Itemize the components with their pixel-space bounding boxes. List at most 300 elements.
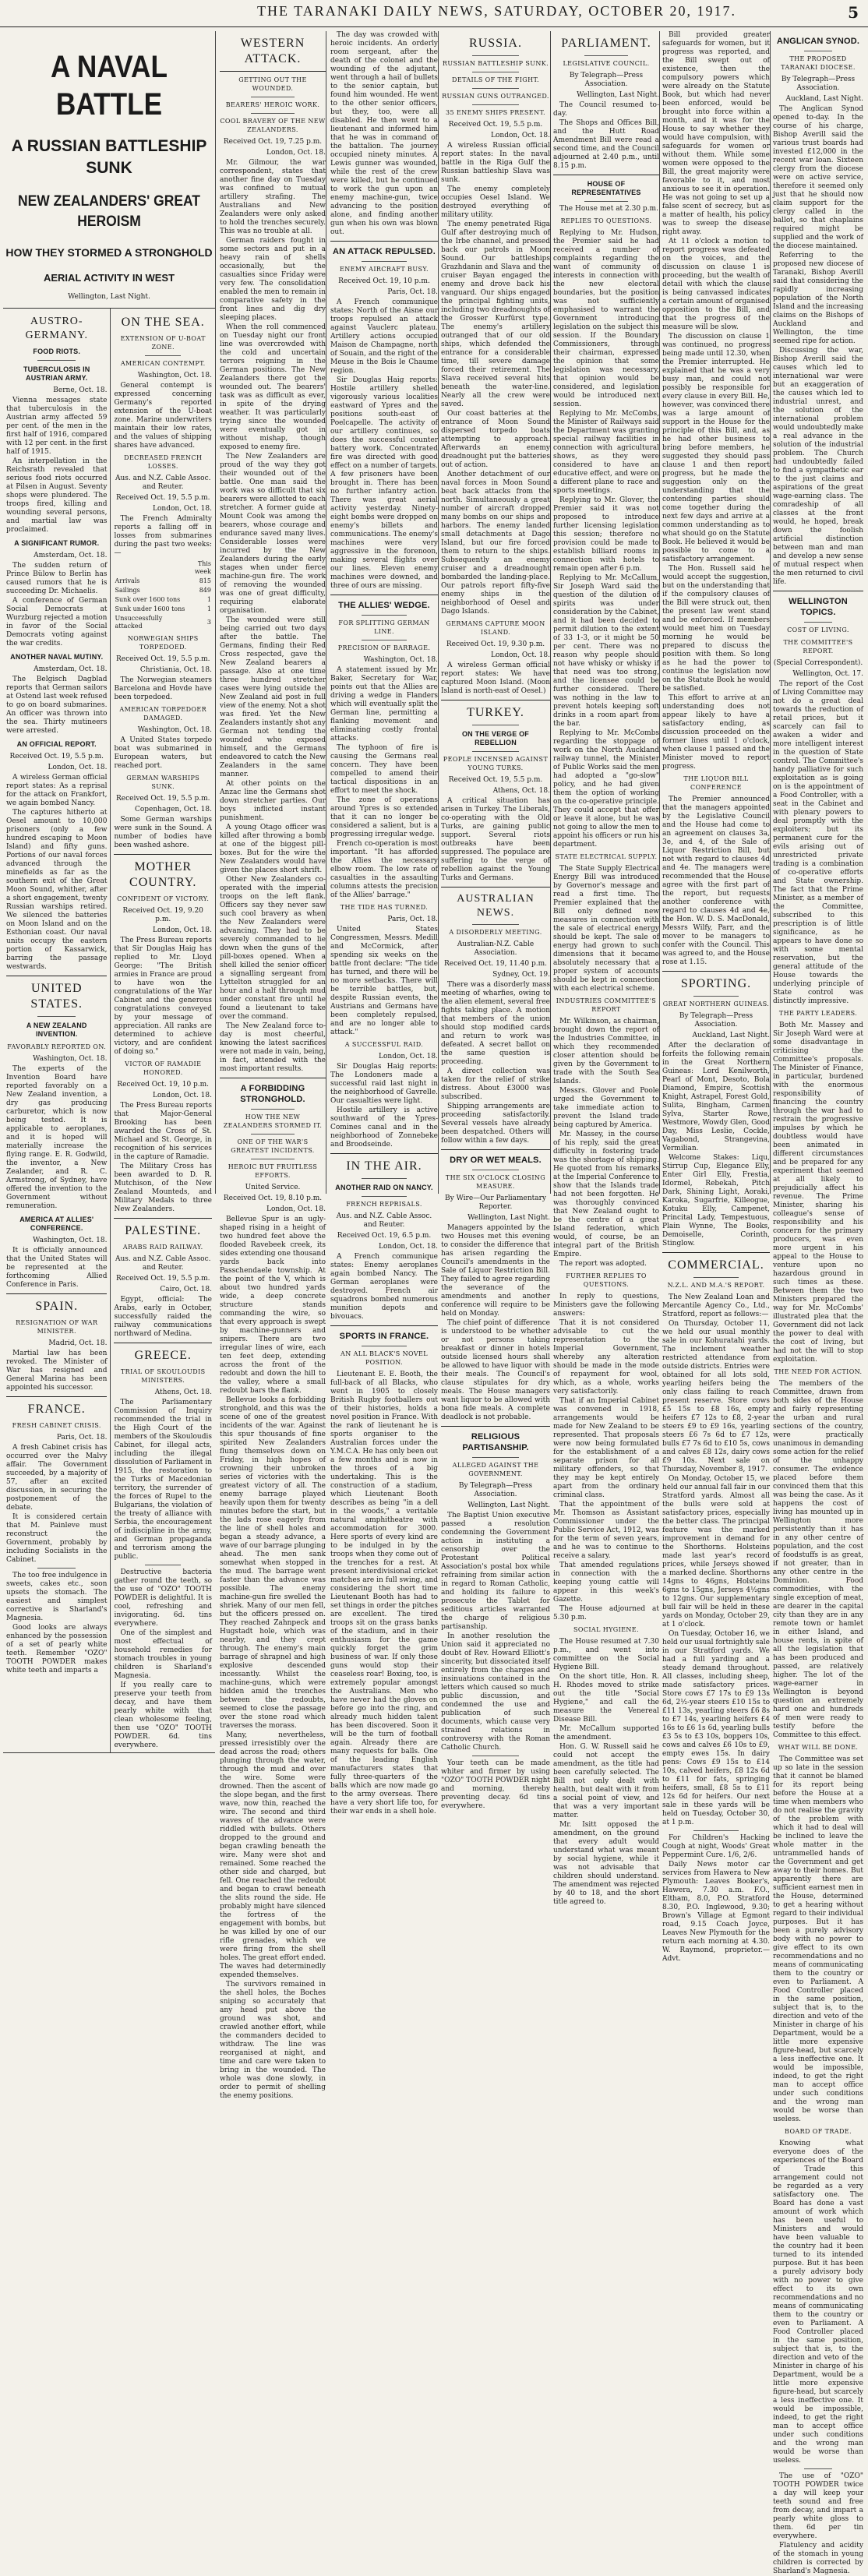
headline-stronghold: HOW THEY STORMED A STRONGHOLD [5,246,213,259]
paragraph: Bellevue looks a forbidding stronghold, and this was the scene of one of the greatest incidents of the war. Against this spur thousands of fine spirited New Zealanders flung themselves down on Friday, in high hopes of crowning their unbroken series of victories with the greatest victory of all. The enemy barrage played heavily upon them for twenty minutes before the start, but the lads rose eagerly from the line of shell holes and began a steady advance, a wave of our barrage plunging ahead. The men sank somewhat when stopped in the mud. The barrage went faster than the advance was possible. The enemy machine-gun fire swelled the shriek. Many of our men fell, but the officers pressed on. They reached Zahnpeck and Hugstadt hole, which was nearby, and they crept through. The enemy's main barrage of shrapnel and high explosive descended incessantly. Whilst the machine-guns, which were hidden amid the trenches between the redoubts, seemed to close the passage over the stone road which traverses the morass. [220,1396,326,1730]
paragraph: Other New Zealanders co-operated with the imperial troops on the left flank. Officers say they never saw such cool bravery as when the New Zealanders were advancing. They had to be severely commanded to lie down when the guns of the pill-boxes opened. When a shell killed the senior officer a signalling sergeant from Lyttelton struggled for an hour and a half through mud under constant fire until he found a lieutenant to take over the command. [220,876,326,1021]
paragraph: Mr. Massey, in the course of his reply, said the great difficulty in fostering trade was the shortage of shipping. He quoted from his remarks at the Imperial Conference to show that the Islands trade had not been forgotten. He was thoroughly convinced that New Zealand ought to be the centre of a great Island federation, which would, of course, be an integral part of the British Empire. [553,1131,659,1258]
paragraph: That amended regulations in connection with the keeping young cattle will appear in this week's Gazette. [553,1561,659,1604]
subheading: A SUCCESSFUL RAID. [344,1041,424,1048]
subheading: ARABS RAID RAILWAY. [122,1244,203,1251]
paragraph: The Committee was set up so late in the session that it cannot be blamed for its report being before the House at a time when members who do not realise the gravity of the problem with which it had to deal will be inclined to leave the whole matter in the untrammelled hands of the Government and get away to their homes. But apparently there are sufficient earnest men in the House, determined to get a hearing without regard to their individual purposes. But it has been a purely advisory body with no power to give effect to its own recommendations and no means of communicating them to the country or even to Parliament. A Food Controller placed in the same position, subject that is, to the direction and veto of the Minister in charge of his Department, would be a little more expensive figure-head, but scarcely a less ineffective one. It would be impossible, indeed, to get the right man to accept office under such conditions and the wrong man would be worse than useless. [773,1756,863,2123]
table-row [114,595,212,605]
paragraph: The wounded were still being carried out two days after the battle. The Germans, finding their Red Cross respected, gave the New Zealand bearers a passage. Also at one time three hundred stretcher cases were lying outside the New Zealand aid post in full view of the enemy. Not a shot was fired. Yet the New Zealanders instantly shot any German not tending the wounded who exposed himself, and the Germans endeavored to catch the New Zealanders in the same manner. [220,616,326,778]
paragraph: Vienna messages state that tuberculosis in the Austrian army affected 59 per cent. of the men in the first half of 1916, compared with 12 per cent. in the first half of 1915. [6,397,108,456]
divider [220,71,326,72]
paragraph: A young Otago officer was killed after throwing a bomb at one of the biggest pill-boxes. But for the wire the New Zealanders would have given the places short shrift. [220,824,326,874]
paragraph: After the declaration of forfeits the following remain in the Great Northern Guineas: Lord Kenilworth, Pearl of Mont, Desoto, Bola Diamond, Empire, Scottish Knight, Astrapel, Forest Gold, Sulita, Bingham, Carmen Sylva, Starter Rowe, Westmore, Wowdy Glen, Good Day, Miss Leslie, Cockle, Vagabond, Strangevina, Vermilian. [662,1042,770,1152]
dateline: Wellington, Last Night. [468,1501,550,1509]
paragraph: A wireless Russian official report states: In the naval battle in the Riga Gulf the Russian battleship Slava was sunk. [441,142,550,184]
subheading: REPLIES TO QUESTIONS. [560,217,652,224]
table-cell-value: 3 [206,619,211,626]
section-spain: SPAIN. [35,1300,79,1313]
subheading: NORWEGIAN SHIPS TORPEDOED. [127,635,199,651]
paragraph: Egypt, official: The Arabs, early in October, successfully raided the railway communications northward of Medina. [114,1296,212,1338]
section-commercial: COMMERCIAL. [668,1258,764,1272]
subheading: RUSSIAN BATTLESHIP SUNK. [442,60,549,67]
article-body [773,2140,863,2465]
subheading: THE PARTY LEADERS. [778,1010,858,1017]
advertisement: The use of "OZO" TOOTH POWDER twice a day will keep your teeth sound and free from decay, and impart a pearly white gloss to them. 6d per tin everywhere. [773,2472,863,2540]
subheading: COST OF LIVING. [787,626,849,633]
subheading: AMERICAN TORPEDOER DAMAGED. [119,706,207,722]
heading-sports-france: SPORTS IN FRANCE. [339,1332,429,1341]
subheading: GERMANS CAPTURE MOON ISLAND. [446,620,545,636]
dateline: Auckland, Last Night. [785,95,863,103]
subheading: ENEMY AIRCRAFT BUSY. [340,266,429,273]
dateline: London, Oct. 18. [153,1092,212,1099]
dateline: Christiania, Oct. 18. [139,666,212,674]
paragraph: Sir Douglas Haig reports: Hostile artillery shelled vigorously various localities eastward of Ypres and the positions south-east of Poelcapelle. The activity of our artillery continues, so does the successful counter battery work. Concentrated fire was directed with good effect on a number of targets. A few prisoners have been brought in. There has been no further infantry action. There was great aerial activity yesterday. Ninety-eight bombs were dropped on enemy's billets and communications. The enemy's machines were very aggressive in the forenoon, making several flights over our lines. Eleven enemy machines were downed, and three of ours are missing. [330,376,438,590]
subheading: DETAILS OF THE FIGHT. [452,76,539,83]
dateline: London, Oct. 18. [153,926,212,934]
divider [114,854,212,855]
dateline: Wellington, Last Night. [68,293,150,301]
advertisement: Flatulency and acidity of the stomach in young children is corrected by Sharland's Magnesia. [773,2542,863,2575]
paragraph: The Press Bureau reports that Major-General Brooking has been awarded the Cross of St. Michael and St. George, in recognition of his services in the capture of Ramadie. [114,1102,212,1161]
paragraph: Mr. Isitt opposed the amendment, on the ground that every adult would understand what was meant by social hygiene, while it was not advisable that children should understand. The amendment was rejected by 40 to 18, and the short title agreed to. [553,1821,659,1906]
subheading: BOARD OF TRADE. [785,2128,852,2135]
divider [362,1196,407,1197]
table-cell-label: Sailings [115,587,140,594]
subcolumn-left [3,309,111,1752]
paragraph: On Thursday, October 11, we held our usual monthly sale in our Kohuratahi yards. The inclement weather restricted attendance from outside districts. Entries were obtained for all lots sold, yearling heifers being the only class failing to reach present reserve. Store cows £5 15s to £8 16s, empty heifers £7 12s to £8, 2-year steers £9 to £9 16s, yearling steers £6 7s 6d to £7 12s, bulls £7 7s 6d to £10 5s, cows and calves £8 12s, dairy cows £9 10s. Next sale on Thursday, November 8, 1917. [662,1320,770,1473]
section-parliament: PARLIAMENT. [561,37,651,50]
paragraph: Shipping arrangements are proceeding satisfactorily. Several vessels have already been despatched. Others will follow within a few days. [441,1103,550,1145]
dateline: Wellington, Last Night. [468,1214,550,1222]
section-russia: RUSSIA. [469,37,522,50]
column-6 [662,31,771,1963]
divider [37,1016,76,1017]
paragraph: The enemy penetrated Riga Gulf after destroying much of the Irbe channel, and pressed back our patrols in Moon Sound. Our battleships Grazhdanin and Slava and the cruiser Bayan engaged the enemy and drove back his vanguard. Our ships engaged the principal fighting units, including two dreadnoughts of the Grosser Kurfürst type. The enemy's artillery outranged that of our old ships, which defended the entrance for a considerable time, till severe damage forced their retirement. The Slava received several hits beneath the water-line. Nearly all the crew were saved. [441,221,550,408]
paragraph: Replying to Mr. Hudson, the Premier said he had received a number of complaints regarding the want of community of interests in connection with the new electoral boundaries, but the position was not sufficiently emphasised to warrant the Government introducing legislation on the subject this session. If the Boundary Commissioners, through their chairman, expressed the opinion that some legislation was necessary, that opinion would be considered, and legislation would be introduced next session. [553,229,659,408]
dateline: London, Oct. 18. [266,1205,326,1213]
paragraph: Mr. Gilmour, the war correspondent, states that another fine day on Tuesday was confined to mutual artillery strafing. The Australians and New Zealanders were only asked to hold the trenches securely. This was no trouble at all. [220,159,326,235]
dateline: Amsterdam, Oct. 18. [34,552,108,559]
subheading: VICTOR OF RAMADIE HONORED. [125,1060,202,1076]
source-line: By Telegraph—Press Association. [781,76,856,92]
paragraph: Discussing the war, Bishop Averill said the causes which led to international war were but an exaggeration of the causes which led to industrial unrest, and the solution of the international problem would undoubtedly make a real advance in the solution of the industrial problem. The Church had undoubtedly failed to find a sympathetic ear to the just claims and aspirations of the great wage-earning class. The comradeship of all classes at the front would, he hoped, break down the foolish artificial distinction between man and man and develop a new sense of mutual respect when the men returned to civil life. [773,347,863,586]
divider [330,1325,438,1326]
divider [584,201,628,202]
subheading: THE LIQUOR BILL CONFERENCE [683,775,749,791]
article-body [553,229,659,849]
subheading: THE SIX O'CLOCK CLOSING MEASURE. [445,1174,546,1190]
divider [441,1149,550,1150]
heading-rebellion: ON THE VERGE OF REBELLION [461,730,529,746]
subheading: AMERICAN CONTEMPT. [120,360,206,367]
divider [472,55,519,56]
subheading: BEARERS' HEROIC WORK. [225,101,320,108]
table-cell-value: 849 [199,587,211,594]
dateline: Paris, Oct. 18. [56,1434,108,1442]
paragraph: The report of the Cost of Living Committee may not do a great deal towards the reduction of retail prices, but it scarcely can fail to awaken a wider and more intelligent interest in the question of State control. The Committee's handy palliative for such exploitation as is going on is the appointment of a Food Controller, with a seat in the Cabinet and with plenary powers to deal promptly with the exploiters; but its permanent cure for the evils arising out of unrestricted private trading is a combination of co-operative efforts and State ownership. The fact that the Prime Minister, as a member of the Committee, subscribed to this prescription is of little significance, as he appears to have done so with some mental reservation, but the general attitude of the House towards the underlying principle of State control was distinctly impressive. [773,680,863,1005]
source-line: (Special Correspondent). [773,659,863,667]
paragraph: The Belgisch Dagblad reports that German sailors at Ostend last week refused to go on board submarines. An officer was thrown into the sea. Thirty mutineers were arrested. [6,676,108,735]
article-body [220,159,326,1074]
paragraph: Both Mr. Massey and Sir Joseph Ward were at some disadvantage in criticising the Committee's proposals. The Minister of Finance, in particular, burdened with the enormous responsibility of financing the country through the war had to restrain the progressive impulses by which he doubtless would have been animated in different circumstances and be prepared for any experiment that seemed at all likely to prejudicially affect his revenue. The Prime Minister, sharing his colleague's sense of responsibility and his concern for the primary producers, was even more urgent in his appeal to the House to venture upon no hazardous ground in such times as these. Between them the two Ministers prepared the way for Mr. McCombs' illustrated plea that the Government did not lack the power to deal with the cost of living, but had not the will to stop exploitation. [773,1022,863,1364]
divider [662,971,770,972]
section-france: FRANCE. [27,1403,86,1416]
column-4 [441,31,551,1810]
paragraph: The New Zealand Loan and Mercantile Agency Co., Ltd., Stratford, report as follows:— [662,1293,770,1318]
paragraph: The experts of the Invention Board have reported favorably on a New Zealand invention, a dry gas producing carburetor, which is now being tested. It is applicable to aeroplanes, and it is hoped will materially increase the flying range. E. R. Godwild, the inventor, a New Zealander, and R. C. Armstrong, of Sydney, have offered the invention to the Government without remuneration. [6,1065,108,1210]
paragraph: The Premier announced that the managers appointed by the Legislative Council and the House had come to an agreement on clauses 3a, 3e, and 4, of the Sale of Liquor Restriction Bill, but not with regard to clauses 4d and 4e. The managers were recommended that the House agree with the first part of the report, but requests another conference with regard to clauses 4d and 4e, the Hon. W. D. S. MacDonald, Messrs Wilfy, Parr, and the mover to be managers to confer with the Council. This was agreed to, and the House rose at 1.15. [662,796,770,966]
dateline: Washington, Oct. 18. [33,1237,108,1244]
heading-wellington-topics: WELLINGTON TOPICS. [789,597,848,617]
dateline: London, Oct. 18. [153,505,212,513]
advertisement: One of the simplest and most effectual of household remedies for stomach troubles in young children is Sharland's Magnesia. [114,1629,212,1680]
advertisement: If you really care to preserve your teeth from decay, and have them pearly white with that clean wholesome feeling, then use "OZO" TOOTH POWDER. 6d. tins everywhere. [114,1681,212,1749]
received-line: Received Oct. 19, 5.5 p.m. [448,776,543,784]
article-body [773,1380,863,1740]
paragraph: A United States torpedo boat was submarined in European waters, but reached port. [114,736,212,770]
paragraph: The Hon. Russell said he would accept the suggestion, but on the understanding that if the compulsory clauses of the Bill were struck out, then the present law went stand and be enforced. If members would meet him on Tuesday morning he would be prepared to discuss the position with them. So long as he had the power to continue the legislation now on the Statute Book he would be satisfied. [662,565,770,693]
subheading: INDUSTRIES COMMITTEE'S REPORT [556,997,657,1013]
shipping-table [114,559,212,631]
heading-religious-partisanship: RELIGIOUS PARTISANSHIP. [462,1432,529,1452]
paragraph: A critical situation has arisen in Turkey. The Liberals, co-operating with the Old Turks, are gaining public support. Several riots outbreaks have been suppressed. The populace are suffering to the verge of rebellion against the Young Turks and Germans. [441,797,550,882]
paragraph: On the short title, Hon. R. H. Rhodes moved to strike out the title "Social Hygiene," and call the measure the Venereal Disease Bill. [553,1673,659,1724]
article-body [220,1216,326,2101]
column-3 [330,31,439,1816]
section-austro-germany: AUSTRO-GERMANY. [25,316,88,341]
dateline: Athens, Oct. 18. [492,787,550,795]
table-cell-label: Arrivals [115,577,140,584]
paragraph: The day was crowded with heroic incidents. An orderly room sergeant, after the death of the colonel and the wounding of the adjutant, went through a hail of bullets to the senior captain, but found him wounded. He went to the other senior officers, but they, too, were all disabled. He then went to a lieutenant and informed him that he was in command of the battalion. The journey occupied ninety minutes. A Lewis gunner was wounded, while the rest of the crew were killed, but he continued to work the gun upon an enemy machine-gun, twice advancing to the position alone, and finding another gun when his own was blown out. [330,31,438,236]
article-body [662,1320,770,1827]
subheading: ONE OF THE WAR'S GREATEST INCIDENTS. [231,1138,315,1154]
dateline: Paris, Oct. 18. [387,916,438,923]
section-palestine: PALESTINE. [125,1224,202,1237]
paragraph: General contempt is expressed concerning Germany's reported extension of the U-boat zone. Marine underwriters maintain their low rates, and the values of shipping shares have advanced. [114,382,212,450]
paragraph: United States Congressmen, Messrs. Medill and McCormick, after spending six weeks on the battle front declare: "The tide has turned, and there will be no more setbacks. There will be terrible battles, but, despite Russian events, the Austrians and Germans have been completely repulsed, and are no longer able to attack." [330,926,438,1036]
received-line: Received Oct. 19, 6.5 p.m. [337,1232,432,1240]
article-body [773,105,863,587]
divider [362,1178,407,1179]
dateline: Wellington, Last Night. [577,91,659,99]
source-line: Australian-N.Z. Cable Association. [457,940,535,957]
paragraph: Messrs. Glover and Poole urged the Government to take immediate action to prevent the Island trade being captured by America. [553,1087,659,1129]
divider [804,2468,832,2469]
page-number: 5 [848,3,859,22]
source-line: United Service. [245,1184,301,1191]
table-cell-label: Sunk under 1600 tons [115,605,185,612]
paragraph: It is officially announced that the United States will be represented at the forthcoming Allied Conference in Paris. [6,1247,108,1289]
paragraph: A wireless German official report states: As a reprisal for the attack on Frankfort, we again bombed Nancy. [6,774,108,807]
paragraph: The Military Cross has been awarded to D. R. Mutchison, of the New Zealand Mounteds, and Military Medals to three New Zealanders. [114,1163,212,1213]
paragraph: The members of the Committee, drawn from both sides of the House and fairly representing the urban and rural sections of the country, were practically unanimous in demanding some action for the relief of the unhappy consumer. The evidence placed before them convinced them that this was being the case. As it happens the cost of living has mounted up in Wellington more persistently than it has in any other centre of population, and the cost of foodstuffs is as great, if not greater, than in any other centre in the Dominion. Food commodities, with the single exception of meat, are dearer in the capital city than they are in any remote town or hamlet in either Island, and house rents, in spite of all the legislation that has been produced and passed, are relatively higher. The lot of the wage-earner in Wellington is beyond question an extremely hard one and hundreds of men were ready to testify before the Committee to this effect. [773,1380,863,1739]
received-line: Received Oct. 19, 10 p.m. [117,1081,210,1089]
subheading: A DISORDERLY MEETING. [449,929,542,936]
heading-dry-or-wet-meals: DRY OR WET MEALS. [450,1156,542,1165]
paragraph: The New Zealand force to-day is most cheerful, knowing the latest sacrifices were not made in vain, being, in fact, attended with the most important results. [220,1022,326,1073]
subheading: N.Z.L. AND M.A.'S REPORT. [667,1282,765,1289]
paragraph: Welcome Stakes: Liqu, Stirrup Cup, Elegance Elly, Enter Girl Elly, Frestia, Idormel, Rebekah, Pitch Dark, Shining Light, Aoraki, Karoka, Sugarfrie, Killeogue, Kotuku Elly, Campenet, Princital Lady, Tempestuous, Plain Wynne, The Books, Demoiselle, Corinth, Stinglow. [662,1154,770,1247]
section-greece: GREECE. [134,1349,192,1362]
paragraph: In reply to questions, Ministers gave the following answers: [553,1293,659,1318]
subheading: CONFIDENT OF VICTORY. [117,895,210,902]
divider [472,751,519,752]
heading-official-report: AN OFFICIAL REPORT. [16,740,97,748]
received-line: Received Oct. 19, 7.25 p.m. [223,138,323,146]
paragraph: A conference of German Social Democrats at Wurzburg rejected a motion in favor of the Social Democrats voting against the war credits. [6,597,108,648]
source-line: By Telegraph—Press Association. [679,1012,753,1029]
column-2 [220,31,326,2100]
subheading: ALLEGED AGAINST THE GOVERNMENT. [452,1462,539,1477]
subheading: EXTENSION OF U-BOAT ZONE. [120,335,206,351]
table-cell-value: This week [194,560,211,575]
paragraph: The State Supply Electrical Energy Bill was introduced by Governor's message and read a first time. The Premier explained that the Bill only defined new measures in connection with the sale of electrical energy should be kept. The sale of energy had grown to such dimensions that it became absolutely necessary that a proper system of accounts should be kept in connection with each electrical scheme. [553,865,659,993]
table-row [114,577,212,586]
section-turkey: TURKEY. [467,706,524,719]
headline-battleship: A RUSSIAN BATTLESHIP SUNK [11,137,207,177]
subheading: FURTHER REPLIES TO QUESTIONS. [566,1272,647,1288]
table-cell-label: Sunk over 1600 tons [115,596,181,603]
paragraph: A French communique states: North of the Aisne our troops repulsed an attack against Vauclerc plateau. Artillery actions occupied Maison de Champagne, north of Souain, and the right of the Meuse in the Bois le Chaume region. [330,298,438,375]
paragraph: Knowing what everyone does of the experiences of the Board of Trade this arrangement could not be regarded as a very satisfactory one. The Board has done a vast amount of work which has been useful to Ministers and would have been valuable to the country had it been turned to its intended purpose. But it has been a purely advisory body with no power to give effect to its own recommendations and no means of communicating them to the country or even to Parliament. A Food Controller placed in the same position, subject that is, to the direction and veto of the Minister in charge of his Department, would be a little more expensive figure-head, but scarcely a less ineffective one. It would be impossible, indeed, to get the right man to accept office under such conditions and the wrong man would be worse than useless. [773,2140,863,2465]
subheading: THE NEED FOR ACTION. [774,1368,863,1375]
subheading: 35 ENEMY SHIPS PRESENT. [446,109,545,116]
source-line: Aus. and N.Z. Cable Assoc. and Reuter. [336,1212,432,1229]
paragraph: Hostile artillery is active southward of the Ypres-Comines canal and in the neighborhood of Zonnebeke and Broodseinde. [330,1106,438,1149]
section-australian-news: AUSTRALIAN NEWS. [457,893,535,919]
subheading: STATE ELECTRICAL SUPPLY. [555,853,658,860]
paragraph: Replying to Mr. McCallum, Sir Joseph Ward said the question of the dilution of spirits was under consideration by the Cabinet, and it had been decided to permit dilution to the extent of 33 1-3, or it might be 50 per cent. There was no reason why people should not have whisky or whisky if that need was too strong, and the licensee could be further considered. There was nothing in the law to prevent hotels keeping soft drinks in a room apart from the bar. [553,574,659,728]
heading-house: HOUSE OF REPRESENTATIVES [571,180,641,196]
paragraph: At other points on the Anzac line the Germans shot down stretcher parties. Our boys inflicted instant punishment. [220,780,326,822]
source-line: Aus. and N.Z. Cable Assoc. and Reuter. [115,1255,211,1272]
received-line: Received Oct. 19, 5.5 p.m. [115,655,210,663]
paragraph: The survivors remained in the shell holes, the Boches sniping so accurately that any head put above the ground was shot, and crawled another effort, while the commanders decided to withdraw. The line was reorganised at night, and time and care were taken to bring in the wounded. The whole was done slowly, in order to permit of shelling the enemy positions. [220,1981,326,2100]
article-body [662,31,770,771]
divider [472,924,519,925]
paragraph: The Council resumed to-day. [553,101,659,118]
dateline: London, Oct. 18. [491,132,550,139]
paragraph: On Tuesday, October 16, we held our usual fortnightly sale in our Stratford yards. We had a full yarding and a steady demand throughout. All classes, including sheep, made satisfactory prices. Store cows £7 17s to £9 13s 6d, 2½-year steers £10 15s to £11 13s, yearling steers £6 8s to £7 14s, yearling heifers £4 16s to £6 1s 6d, yearling bulls £3 5s to £3 10s, boppers 10s, cows and calves £6 10s to £9, empty ewes 15s. In dairy pens: Cows £9 15s to £14 10s, calved heifers, £8 12s 6d to £11 for fats, springing heifers, small, £8 5s to £11 12s 6d for heifers. Our next sale in these yards will be held on Tuesday, October 30, at 1 p.m. [662,1630,770,1826]
subheading: PRECISION OF BARRAGE. [337,644,431,651]
paragraph: A direct collection was taken for the relief of strike distress. About £3000 was subscribed. [441,1067,550,1101]
headline-heroism: NEW ZEALANDERS' GREAT HEROISM [18,193,200,230]
article-body [330,31,438,237]
received-line: Received Oct. 19, 5.5 p.m. [448,121,543,129]
dateline: London, Oct. 18. [491,651,550,659]
source-line: Aus. and N.Z. Cable Assoc. and Reuter. [115,475,211,491]
column-5 [553,31,660,1906]
advertisement: The too free indulgence in sweets, cakes etc., soon upsets the stomach. The easiest and simplest corrective is Sharland's Magnesia. [6,1572,108,1622]
paragraph: A French communique states: Enemy aeroplanes again bombed Nancy. The German aeroplanes were destroyed. French air squadrons bombed numerous munition depots and bivouacs. [330,1253,438,1321]
table-cell-label: Unsuccessfully attacked [115,615,163,630]
subheading: FAVORABLY REPORTED ON. [7,1043,107,1050]
article-body [441,142,550,616]
divider [330,241,438,242]
divider [37,360,76,361]
divider [251,113,295,114]
received-line: Received Oct. 19, 5.5 p.m. [115,494,210,502]
heading-invention: A NEW ZEALAND INVENTION. [26,1022,87,1038]
dateline: Berne, Oct. 18. [53,386,108,394]
dateline: Copenhagen, Oct. 18. [134,806,212,813]
paragraph: That if an Imperial Cabinet was convened in 1918, arrangements would be made for New Zealand to be represented. That proposals were now being formulated for the establishment of a separate prison for all military offenders, so that they may be kept entirely apart from the ordinary criminal class. [553,1397,659,1499]
subheading: AN ALL BLACK'S NOVEL POSITION. [340,1350,428,1366]
table-row [114,586,212,595]
dateline: Washington, Oct. 18. [137,726,212,734]
paragraph: The Anglican Synod opened to-day. In the course of his charge, Bishop Averill said the various trust boards had invested £12,000 in the recent war loan. Sixteen clergy from the diocese were on active service, therefore it seemed only just that he should now claim support for the clergy called in the ballot, so that chaplains required might be supplied and the work of the diocese maintained. [773,105,863,250]
subheading: LEGISLATIVE COUNCIL. [563,60,650,67]
subcolumn-right [111,309,215,1752]
masthead [0,0,868,27]
paragraph: A fresh Cabinet crisis has occurred over the Malvy affair. The Government succeeded, by a majority of 57, after an excited discussion, in securing the postponement of the debate. [6,1444,108,1512]
paragraph: The enemy completely occupies Oesel Island. We destroyed everything of military utility. [441,185,550,219]
divider [6,1293,107,1294]
divider [693,1277,739,1278]
subheading: HOW THE NEW ZEALANDERS STORMED IT. [223,1113,323,1129]
paragraph: The House met at 2.30 p.m. [559,205,658,213]
divider [362,615,407,616]
advertisement: Destructive bacteria gather round the teeth, so the use of "OZO" TOOTH POWDER is delightful. It is cool, refreshing and invigorating. 6d. tins everywhere. [114,1569,212,1628]
subheading: TRIAL OF SKOULOUDIS MINISTERS. [120,1368,206,1384]
subheading: GETTING OUT THE WOUNDED. [238,76,307,92]
divider [362,261,407,262]
table-row [114,605,212,614]
heading-allies-wedge: THE ALLIES' WEDGE. [338,601,430,610]
subheading: WHAT WILL BE DONE. [778,1744,859,1751]
advertisement: Your teeth can be made whiter and firmer by using "OZO" TOOTH POWDER night and morning, thereby preventing decay. 6d tins everywhere. [441,1759,550,1810]
paragraph: Mr. Wilkinson, as chairman, brought down the report of the Industries Committee, in which they recommended closer attention should be given by the Government to trade with the South Sea Islands. [553,1018,659,1085]
received-line: Received Oct. 19, 8.10 p.m. [223,1194,323,1202]
paragraph: Referring to the proposed new diocese of Taranaki, Bishop Averill said that considering the rapidly increasing population of the North Island and the increasing claims on the Bishops of Auckland and Wellington, the time seemed ripe for action. [773,252,863,345]
paragraph: On Monday, October 15, we held our annual fall fair in our Stratford yards. Almost all the bulls were sold at satisfactory prices, especially the better class. The principal feature was the marked improvement in demand for the Shorthorns. Holsteins made last year's record prices, while Jerseys showed a marked decline. Shorthorns 14gns to 46gns, Holsteins 6gns to 15gns, Jerseys 4½gns to 12gns. Our supplementary bull fair will be held in these yards on Monday, October 29, at 1 o'clock. [662,1475,770,1629]
received-line: Received Oct. 19, 9.20 p.m. [122,907,203,923]
subheading: SOCIAL HYGIENE. [573,1626,639,1633]
paragraph: The House adjourned at 5.30 p.m. [553,1605,659,1621]
paragraph: The zone of operations around Ypres is so extended that it can no longer be considered a salient, but is a progressing irregular wedge. [330,796,438,838]
table-cell-value: 815 [199,577,211,584]
divider [472,88,519,89]
dateline: Auckland, Last Night. [692,1032,770,1039]
paragraph: The Parliamentary Commission of Inquiry recommended the trial in the High Court of the members of the Skouloudis Cabinet, for illegal acts, including the illegal dissolution of Parliament in 1915, the restoration to the Turks of Macedonian territory, the surrender of the forces of Rupel to the Bulgarians, the violation of the treaty of alliance with Serbia, the encouragement of indiscipline in the army, and German propaganda and terrorism among the public. [114,1399,212,1561]
dateline: London, Oct. 18. [266,149,326,157]
heading-mutiny: ANOTHER NAVAL MUTINY. [10,653,104,661]
paragraph: Many, nevertheless, pressed irresistibly over the dead across the road; others plunging through the water, through the mud and over the wire. Some were drowned. Then the ascent of the slope began, and the first wave, now thin, reached the wire. The second and third waves of the advance were riddled with bullets. Others dropped to the ground and began crawling beneath the wire. Many were shot and remained. Some reached the other side and charged, but fell. One reached the redoubt and began to crawl beneath the slits round the side. He probably might have silenced the fortress of the engagement with bombs, but he was killed by one of our rifle grenades, which we were firing from the shell holes. The great effort ended. The waves had determinedly expended themselves. [220,1731,326,1979]
divider [804,622,832,623]
paragraph: The Baptist Union executive passed a resolution condemning the Government action in instituting a censorship over the Protestant Political Association's postal box while refraining from similar action in regard to Roman Catholic, and holding its failure to prosecute the Tablet for seditious articles warranted the charge of religious partisanship. [441,1512,550,1631]
article-body [773,1756,863,2124]
main-headline: A NAVAL BATTLE [51,50,168,122]
subheading: FOR SPLITTING GERMAN LINE. [338,619,430,635]
paragraph: A statement issued by Mr. Baker, Secretary for War, points out that the Allies are driving a wedge in Flanders which will eventually split the German line, permitting a flanking movement and eliminating costly frontal attacks. [330,666,438,743]
paragraph: German raiders fought in some sectors and put in a heavy rain of shells occasionally, but the casualties since Friday were very few. The consolidation enabled the men to remain in comparative safety in the front lines and dig dry sleeping places. [220,237,326,322]
paragraph: It is considered certain that M. Painleve must reconstruct the Government, probably by including Socialists in the Cabinet. [6,1513,108,1564]
divider [472,104,519,105]
section-sporting: SPORTING. [680,977,752,990]
subheading: THE COMMITTEE'S REPORT. [783,639,853,655]
dateline: Paris, Oct. 18. [387,288,438,296]
paragraph: French co-operation is most important. "It has afforded the Allies the necessary elbow room. The low rate of casualties in the assaulting columns attests the precision of the Allies' barrage." [330,840,438,899]
dateline: Madrid, Oct. 18. [48,1339,108,1347]
divider [251,1109,295,1110]
dateline: Amsterdam, Oct. 18. [34,665,108,673]
paragraph: The captures hitherto at Oesel amount to 10,000 prisoners (only a few hundred escaping to Moon Island) and fifty guns. Portions of our naval forces advanced through the minefields as far as the southern exit of the Great Moon Sound, whither, after a short engagement, twenty Russian warships retired. We silenced the batteries on Moon Island and on the Esthonian coast. Our naval units occupy the eastern portion of Kassarwick, barring the passage westwards. [6,809,108,971]
subheading: GERMAN WARSHIPS SUNK. [126,775,200,790]
paragraph: The chief point of difference is understood to be whether or not persons taking breakfast or dinner in hotels outside licensed hours shall be allowed to have liquor with their meals. The Council's clause stipulates for dry meals. The House managers want liquor to be allowed with bona fide meals. A complete deadlock is not probable. [441,1319,550,1421]
paragraph: That the appointment of Mr. Thomson as Assistant Commissioner under the Public Service Act, 1912, was for the term of seven years, and he was to continue to receive a salary. [553,1501,659,1560]
heading-attack-repulsed: AN ATTACK REPULSED. [333,247,436,256]
divider [330,1153,438,1154]
advertisement: For Children's Hacking Cough at night, Woods' Great Peppermint Cure. 1/6, 2/6. [662,1834,770,1859]
heading-rumor: A SIGNIFICANT RUMOR. [14,539,100,547]
paragraph: This effort to arrive at an understanding does not appear likely to have a satisfactory ending, as discussion proceeded on the former lines until 1 o'clock, when clause 1 passed and the Minister moved to report progress. [662,694,770,771]
heading-conference: AMERICA AT ALLIES' CONFERENCE. [19,1216,94,1232]
received-line: Received Oct. 19, 10 p.m. [338,277,430,285]
section-on-the-sea: ON THE SEA. [121,316,205,329]
divider [441,1426,550,1427]
received-line: Received Oct. 19, 5.5 p.m. [9,753,104,760]
dateline: Wellington, Oct. 17. [792,670,863,678]
subheading: RESIGNATION OF WAR MINISTER. [16,1319,98,1335]
column-7 [773,31,863,2575]
source-line: By Telegraph—Press Association. [458,1482,533,1498]
subheading: COOL BRAVERY OF THE NEW ZEALANDERS. [220,118,326,133]
section-united-states: UNITED STATES. [30,982,83,1011]
heading-food-riots: FOOD RIOTS. [33,348,81,355]
dateline: London, Oct. 18. [379,1053,438,1060]
source-line: By Wire—Our Parliamentary Reporter. [445,1194,546,1211]
paragraph: The New Zealanders are proud of the way they got their wounded out of the battle. One man said the work was so difficult that six bearers were allotted to each stretcher. A former guide at Mount Cook was among the bearers, whose courage and endurance saved many lives. Considerable losses were incurred by the New Zealanders during the early stages when under fierce machine-gun fire. The work of removing the wounded was one of great difficulty, requiring elaborate organisation. [220,453,326,615]
received-line: Received Oct. 19, 9.30 p.m. [446,640,545,648]
newspaper-title: THE TARANAKI DAILY NEWS, SATURDAY, OCTOBER 20, 1917. [257,3,736,19]
article-body [773,1022,863,1364]
subheading: DECREASED FRENCH LOSSES. [124,454,203,470]
divider [6,1396,107,1397]
article-body [773,680,863,1006]
paragraph: The Norwegian steamers Barcelona and Hovde have been torpedoed. [114,676,212,701]
divider [693,1830,739,1831]
table-cell-label [114,559,187,577]
paragraph: The House resumed at 7.30 p.m., and went into committee on the Social Hygiene Bill. [553,1638,659,1671]
dateline: Washington, Oct. 18. [363,656,438,664]
dateline: Athens, Oct. 18. [154,1389,212,1396]
subheading: RUSSIAN GUNS OUTRANGED. [442,93,549,100]
heading-stronghold: A FORBIDDING STRONGHOLD. [240,1084,305,1104]
paragraph: Our coast batteries at the entrance of Moon Sound dispersed torpedo boats attempting to approach. Afterwards an enemy dreadnought put the batteries out of action. [441,410,550,469]
divider [114,1218,212,1219]
subheading: THE PROPOSED TARANAKI DIOCESE. [781,55,856,71]
table-row [114,559,212,577]
dateline: London, Oct. 18. [48,764,108,771]
subheading: GREAT NORTHERN GUINEAS. [662,1000,770,1007]
paragraph: The discussion on clause 1 was continued, no progress being made until 12.30, when the Premier interrupted. He explained that he was a very busy man, and could not possibly be responsible for every clause in every Bill. He, however, was convinced there was a large amount of support in the House for the principle of this Bill, and, as he had other business to bring before members, he suggested they should pass clause 1 and then report progress, but he made the suggestion only on the understanding that the contending parties should come together during the next few days and arrive at a common understanding as to what should go on the Statute Book. He believed it would be possible to come to a satisfactory arrangement. [662,333,770,563]
subheading: FRESH CABINET CRISIS. [12,1422,101,1429]
table-cell-value: 1 [206,596,211,603]
heading-tuberculosis: TUBERCULOSIS IN AUSTRIAN ARMY. [23,365,90,382]
divider [693,996,739,997]
dateline: Washington, Oct. 18. [137,372,212,379]
paragraph: Bill provided greater safeguards for women, but it progress was reported, and the Bill swept out of existence, then the compulsory powers which were already on the Statute Book, but which had never been enforced, would be brought into force within a month, and it was for the House to say whether they would have compulsion, with safeguards for women or without them. While some women were opposed to the Bill, the great majority were favorable to it, and most anxious to see it in operation. He was not going to set up a false scent of secrecy, but as a matter of health, his policy was to sweep the disease right away. [662,31,770,236]
table-row [114,614,212,631]
divider [472,1457,519,1458]
subheading: THE TIDE HAS TURNED. [340,904,429,911]
paragraph: At 11 o'clock a motion to report progress was defeated on the voices, and the discussion on clause 1 is proceeding, but the wealth of detail with which the clause is being canvassed indicates a certain amount of organised opposition to the Bill, and that the progress of the measure will be slow. [662,238,770,331]
paragraph: Replying to Mr. McCombs regarding the stoppage of work on the North Auckland railway tunnel, the Minister of Public Works said the men had adopted a "go-slow" policy, and he had given them the option of working on the co-operative principle. They could accept that offer or leave it alone, but he was not going to allow the men to appoint his officers or run his department. [553,729,659,849]
dateline: Cairo, Oct. 18. [160,1286,212,1293]
subheading: HEROIC BUT FRUITLESS EFFORTS. [228,1163,318,1179]
paragraph: Sir Douglas Haig reports: The Londoners made a successful raid last night in the neighborhood of Gavrelle. Our casualties were light. [330,1063,438,1105]
